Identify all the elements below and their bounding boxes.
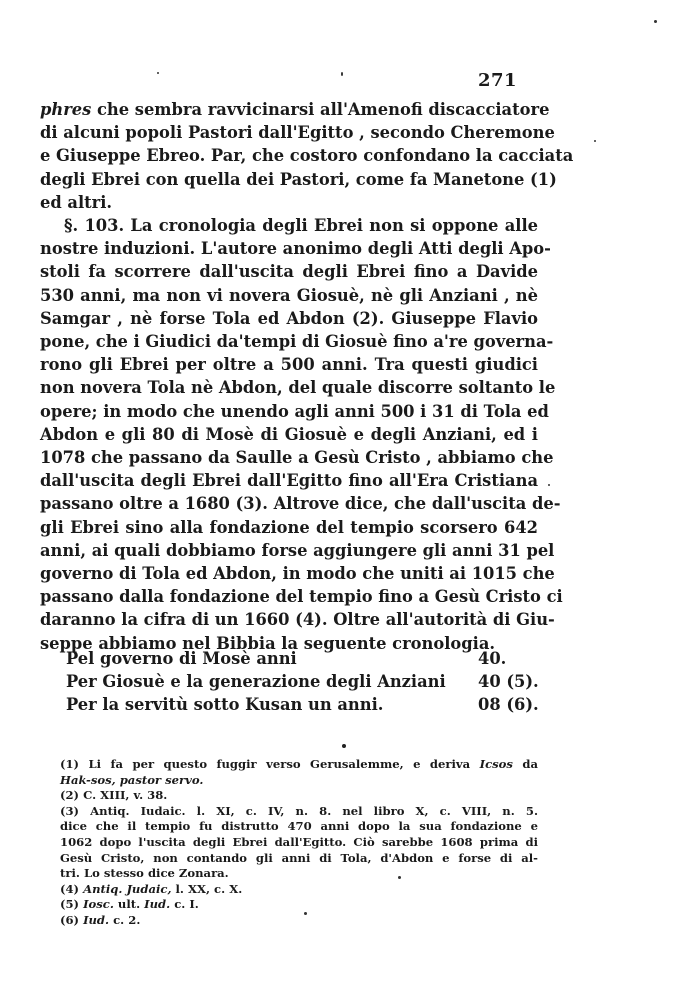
footnote-line: tri. Lo stesso dice Zonara. (60, 866, 229, 881)
text-line: non novera Tola nè Abdon, del quale discorre soltanto le (40, 378, 556, 398)
text-line (40, 98, 550, 121)
text-line: anni, ai quali dobbiamo forse aggiungere gli anni 31 pel (40, 540, 555, 560)
text-line: pone, che i Giudici da'tempi di Giosuè fino a're governa- (40, 332, 554, 352)
text-line: e Giuseppe Ebreo. Par, che costoro confondano la cacciata (40, 146, 574, 166)
text-line: passano oltre a 1680 (3). Altrove dice, che dall'uscita de- (40, 494, 561, 514)
paragraph-1 (40, 98, 574, 214)
text-line: dall'uscita degli Ebrei dall'Egitto fino all'Era Cristiana (40, 471, 538, 491)
chronology-label: Per la servitù sotto Kusan un anni. (66, 695, 384, 714)
separator-dot (342, 744, 346, 748)
chronology-value: 40. (478, 649, 507, 668)
text-line: stoli fa scorrere dall'uscita degli Ebrei fino a Davide (40, 262, 538, 282)
footnote-line: (3) Antiq. Iudaic. l. XI, c. IV, n. 8. nel libro X, c. VIII, n. 5. (60, 803, 538, 818)
chronology-row (66, 693, 540, 716)
text-line: di alcuni popoli Pastori dall'Egitto , secondo Cheremone (40, 123, 555, 143)
page-number: 271 (478, 70, 518, 91)
text-line: nostre induzioni. L'autore anonimo degli Atti degli Apo- (40, 239, 551, 259)
text-line: Abdon e gli 80 di Mosè di Giosuè e degli Anziani, ed i (40, 424, 538, 444)
text-line: gli Ebrei sino alla fondazione del tempio scorsero 642 (40, 517, 538, 537)
footnote-line: (6) Iud. c. 2. (60, 912, 141, 927)
text-line: daranno la cifra di un 1660 (4). Oltre all'autorità di Giu- (40, 610, 555, 630)
text-line: §. 103. La cronologia degli Ebrei non si oppone alle (64, 216, 538, 236)
paragraph-2 (40, 214, 563, 655)
scan-speck (157, 72, 159, 74)
chronology-value: 40 (5). (478, 672, 539, 691)
text-line: governo di Tola ed Abdon, in modo che uniti ai 1015 che (40, 564, 555, 584)
footnote-line: (1) Li fa per questo fuggir verso Gerusalemme, e deriva Icsos da (60, 757, 539, 771)
scan-speck (654, 20, 657, 23)
text-line: 530 anni, ma non vi novera Giosuè, nè gli Anziani , nè (40, 285, 538, 305)
text-line: Samgar , nè forse Tola ed Abdon (2). Giuseppe Flavio (40, 308, 538, 328)
scan-speck (548, 484, 550, 486)
footnote-line: (5) Iosc. ult. Iud. c. I. (60, 897, 199, 912)
text-line: degli Ebrei con quella dei Pastori, come fa Manetone (1) (40, 169, 557, 189)
text-line: opere; in modo che unendo agli anni 500 i 31 di Tola ed (40, 401, 549, 421)
text-line: rono gli Ebrei per oltre a 500 anni. Tra questi giudici (40, 355, 538, 375)
chronology-label: Pel governo di Mosè anni (66, 649, 297, 668)
scan-speck (398, 876, 401, 879)
text-line: passano dalla fondazione del tempio fino a Gesù Cristo ci (40, 587, 563, 607)
chronology-row (66, 670, 540, 693)
footnote-line: (4) Antiq. Judaic, l. XX, c. X. (60, 881, 243, 896)
footnote-line: Hak-sos, pastor servo. (60, 772, 204, 787)
italic-word: phres (40, 100, 92, 119)
chronology-label: Per Giosuè e la generazione degli Anziani (66, 672, 446, 691)
scan-speck (341, 72, 343, 76)
text-line: 1078 che passano da Saulle a Gesù Cristo , abbiamo che (40, 448, 554, 468)
footnote-line: 1062 dopo l'uscita degli Ebrei dall'Egitto. Ciò sarebbe 1608 prima di (60, 834, 538, 849)
text-line: ed altri. (40, 192, 113, 212)
text-line: seppe abbiamo nel Bibbia la seguente cronologia. (40, 633, 496, 653)
text-span: che sembra ravvicinarsi all'Amenofi discacciatore (91, 100, 550, 119)
chronology-value: 08 (6). (478, 695, 539, 714)
main-text (40, 98, 574, 655)
footnote-line: (2) C. XIII, v. 38. (60, 788, 168, 803)
chronology-row (66, 647, 540, 670)
scan-speck (594, 140, 596, 142)
scan-speck (304, 912, 307, 915)
footnote-line: dice che il tempio fu distrutto 470 anni dopo la sua fondazione e (60, 819, 538, 834)
footnote-line: Gesù Cristo, non contando gli anni di Tola, d'Abdon e forse di al- (60, 850, 538, 865)
chronology-table (66, 647, 540, 716)
footnotes (60, 757, 538, 929)
